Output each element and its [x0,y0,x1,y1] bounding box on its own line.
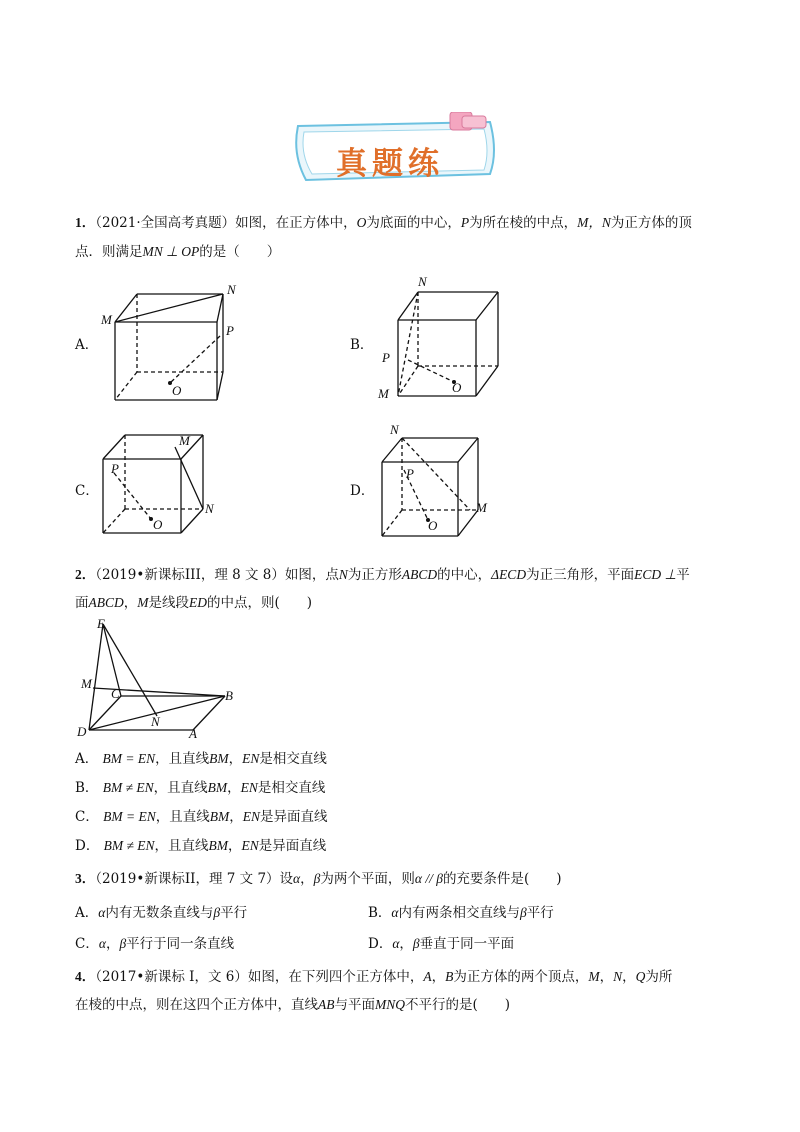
option-alpha: α [98,936,106,951]
option-bm: BM [209,809,230,824]
q1-text: 的是（ ） [199,244,281,260]
q4-Q: Q [635,969,646,984]
q2-perp: ECD ⊥ [634,567,677,582]
q4-source: （2017•新课标 I，文 6） [95,969,248,985]
option-expr: BM ≠ EN [103,838,155,853]
q1-figure-a [95,280,255,410]
q3-option-a[interactable] [75,904,247,922]
option-text: ， [228,838,242,854]
q2-ABCD: ABCD [401,567,438,582]
option-text: ， [227,780,241,796]
q1-option-d-label[interactable]: D． [350,483,375,499]
q4-text: ， [622,969,636,985]
q4-MNQ: MNQ [375,997,405,1012]
q1-option-a-label[interactable]: A． [75,337,99,353]
fig-b-O: O [452,380,462,395]
fig-d-N: N [390,422,399,437]
q2-option-a[interactable] [75,750,327,768]
q2-answer-paren: ( ) [274,595,313,611]
option-label: B． [368,905,392,921]
q3-text: 设 [279,871,294,887]
option-text: ， [228,751,243,767]
fig-d-P: P [406,466,414,481]
q1-condition: MN ⊥ OP [142,244,200,259]
q4-line2 [75,996,510,1014]
q3-option-d[interactable] [368,935,514,953]
option-expr: BM = EN [103,809,156,824]
fig-c-O: O [153,517,163,532]
q2-fig-B: B [225,688,233,703]
fig-d-M: M [476,500,487,515]
option-text: ， [399,936,413,952]
option-text: 是相交直线 [257,780,326,796]
q4-M: M [588,969,600,984]
q1-text: 为所在棱的中点， [469,215,578,231]
q3-option-b[interactable] [368,904,554,922]
q1-text: 为底面的中心， [366,215,461,231]
fig-c-M: M [179,433,190,448]
option-text: 内有无数条直线与 [105,905,214,921]
q4-text: 为正方体的两个顶点， [453,969,589,985]
q4-N: N [613,969,623,984]
option-text: ， [229,809,243,825]
q3-parallel: α // β [414,871,443,886]
option-text: ，且直线 [153,780,208,796]
option-text: ，且直线 [155,751,210,767]
fig-c-N: N [205,501,214,516]
q1-option-c-label[interactable]: C． [75,483,99,499]
q2-fig-M: M [81,676,92,691]
option-beta: β [119,936,127,951]
q2-fig-D: D [77,724,87,738]
q3-source: （2019•新课标II，理 7 文 7） [95,871,280,887]
q2-triangle: ΔECD [491,567,527,582]
option-text: 是异面直线 [260,809,328,825]
q3-text: ， [300,871,314,887]
fig-b-M: M [378,386,389,401]
option-alpha: α [391,905,399,920]
q1-number: 1． [75,215,96,230]
option-expr: BM ≠ EN [102,780,154,795]
option-en: EN [242,751,260,766]
q2-fig-E: E [97,616,105,631]
q4-text: ， [431,969,446,985]
option-text: 垂直于同一平面 [419,936,515,952]
q4-AB: AB [318,997,335,1012]
q1-P: P [460,215,470,230]
q4-text: 与平面 [334,997,375,1013]
q2-option-b[interactable] [75,779,325,797]
option-label: A． [75,751,99,767]
q2-fig-N: N [151,714,160,729]
option-bm: BM [208,838,229,853]
option-label: D． [368,936,393,952]
q1-figure-d [370,420,530,545]
q3-line1 [75,870,561,888]
fig-c-P: P [111,461,119,476]
banner-title: 真题练 [336,146,444,182]
q2-figure [75,614,245,738]
q2-ED: ED [189,595,207,610]
q1-MN: M，N [577,215,611,230]
option-text: ，且直线 [155,809,210,825]
q1-line1 [75,214,692,232]
q2-line2 [75,594,312,612]
q3-beta: β [313,871,321,886]
option-text: 是异面直线 [258,838,327,854]
q2-text: 的中点，则 [207,595,275,611]
q4-answer-paren: ( ) [472,997,511,1013]
option-text: ， [105,936,120,952]
fig-a-O: O [172,383,182,398]
option-label: D． [75,838,100,854]
q2-text: 面 [75,595,89,611]
q2-fig-A: A [189,726,197,738]
option-text: 内有两条相交直线与 [398,905,521,921]
option-beta: β [520,905,527,920]
q1-figure-c [95,425,255,540]
q4-text: 在棱的中点，则在这四个正方体中，直线 [75,997,318,1013]
option-bm: BM [209,751,229,766]
q2-ABCD: ABCD [88,595,124,610]
fig-b-N: N [418,274,427,289]
q2-option-c[interactable] [75,808,328,826]
q4-text: ， [599,969,614,985]
option-label: A． [75,905,99,921]
q4-text: 不平行的是 [405,997,473,1013]
q2-text: 平 [676,567,690,583]
q4-text: 为所 [645,969,673,985]
q2-line1 [75,566,690,584]
option-beta: β [412,936,420,951]
option-alpha: α [98,905,106,920]
q2-fig-C: C [111,686,120,701]
q3-text: 为两个平面，则 [320,871,415,887]
option-label: B． [75,780,99,796]
q3-alpha: α [293,871,301,886]
option-expr: BM = EN [102,751,156,766]
q3-answer-paren: ( ) [523,871,562,887]
q2-option-d[interactable] [75,837,326,855]
q3-option-c[interactable] [75,935,234,953]
q1-line2 [75,243,280,261]
option-text: 平行 [526,905,554,921]
q4-B: B [445,969,454,984]
q2-N: N [338,567,348,582]
q2-text: 为正方形 [347,567,402,583]
q2-source: （2019•新课标III，理 8 文 8） [95,567,285,583]
option-alpha: α [392,936,400,951]
option-text: 平行于同一条直线 [126,936,235,952]
option-en: EN [241,838,259,853]
fig-d-O: O [428,518,438,533]
q1-text: 如图，在正方体中， [235,215,357,231]
q3-number: 3． [75,871,96,886]
option-beta: β [213,905,221,920]
q1-text: 点．则满足 [75,244,143,260]
q2-text: 的中心， [437,567,492,583]
q1-O: O [356,215,367,230]
option-en: EN [240,780,258,795]
q1-figure-b [370,270,530,405]
q1-source: （2021·全国高考真题） [95,215,236,231]
q3-text: 的充要条件是 [442,871,524,887]
option-text: ，且直线 [154,838,209,854]
q2-M: M [137,595,149,610]
fig-a-N: N [227,282,236,297]
option-label: C． [75,809,99,825]
q2-text: 如图，点 [284,567,339,583]
q4-text: 如图，在下列四个正方体中， [247,969,424,985]
option-text: 平行 [220,905,248,921]
option-text: 是相交直线 [259,751,327,767]
title-banner [284,112,510,192]
q2-text: 为正三角形，平面 [526,567,635,583]
q2-text: ， [123,595,138,611]
q4-A: A [423,969,432,984]
q4-line1 [75,968,672,986]
option-bm: BM [207,780,228,795]
q1-option-b-label[interactable]: B． [350,337,374,353]
fig-a-P: P [226,323,234,338]
q2-number: 2． [75,567,96,582]
q1-text: 为正方体的顶 [610,215,692,231]
fig-b-P: P [382,350,390,365]
option-label: C． [75,936,99,952]
option-en: EN [242,809,261,824]
q4-number: 4． [75,969,96,984]
q2-text: 是线段 [148,595,189,611]
fig-a-M: M [101,312,112,327]
